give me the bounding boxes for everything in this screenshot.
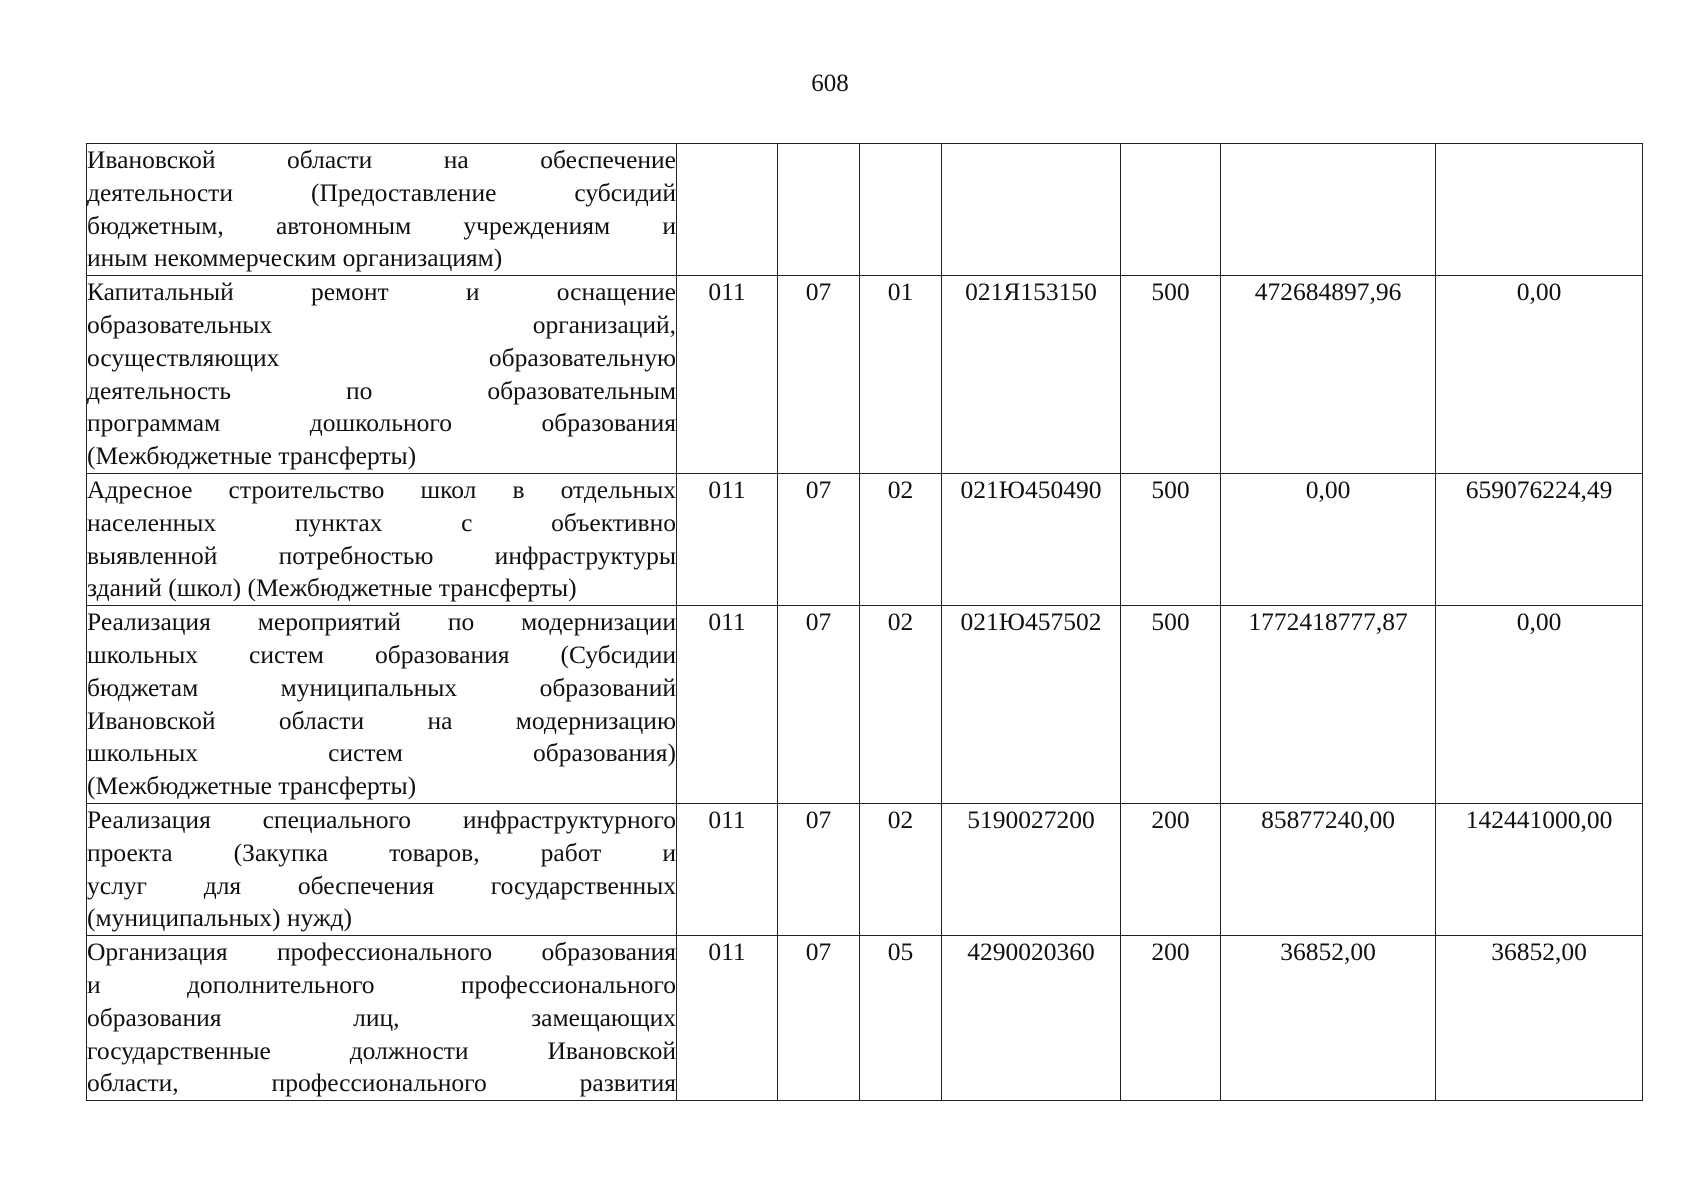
description-line: Организация профессионального образования [87, 937, 676, 967]
description-line: деятельность по образовательным [87, 375, 676, 405]
cell-vr: 500 [1121, 473, 1221, 605]
description-line: (Межбюджетные трансферты) [87, 441, 417, 471]
table-row [87, 606, 1643, 804]
cell-sum-1: 85877240,00 [1221, 803, 1436, 935]
cell-sum-1: 472684897,96 [1221, 276, 1436, 474]
description-line: (Межбюджетные трансферты) [87, 771, 417, 801]
description-line: осуществляющих образовательную [87, 342, 676, 372]
cell-csr: 021Ю457502 [942, 606, 1121, 804]
description-line: школьных систем образования) [87, 738, 676, 768]
cell-csr [942, 144, 1121, 276]
cell-sum-1: 36852,00 [1221, 936, 1436, 1101]
cell-vr: 500 [1121, 276, 1221, 474]
cell-csr: 5190027200 [942, 803, 1121, 935]
description-line: выявленной потребностью инфраструктуры [87, 540, 676, 570]
cell-rz: 07 [778, 473, 860, 605]
cell-sum-1: 0,00 [1221, 473, 1436, 605]
cell-vr: 200 [1121, 936, 1221, 1101]
cell-gr [677, 144, 778, 276]
cell-description [87, 606, 677, 804]
description-line: услуг для обеспечения государственных [87, 870, 676, 900]
description-line: школьных систем образования (Субсидии [87, 639, 676, 669]
description-line: образовательных организаций, [87, 309, 676, 339]
cell-description [87, 144, 677, 276]
description-line: государственные должности Ивановской [87, 1035, 676, 1065]
cell-sum-1: 1772418777,87 [1221, 606, 1436, 804]
description-line: Ивановской области на модернизацию [87, 705, 676, 735]
cell-vr [1121, 144, 1221, 276]
description-line: Реализация специального инфраструктурного [87, 804, 676, 834]
cell-pr: 02 [860, 473, 942, 605]
description-line: Реализация мероприятий по модернизации [87, 607, 676, 637]
budget-table [86, 143, 1643, 1101]
cell-sum-2 [1436, 144, 1643, 276]
cell-rz: 07 [778, 276, 860, 474]
description-line: программам дошкольного образования [87, 408, 676, 438]
cell-csr: 4290020360 [942, 936, 1121, 1101]
table-row [87, 144, 1643, 276]
cell-description [87, 276, 677, 474]
cell-pr: 02 [860, 803, 942, 935]
description-line: бюджетам муниципальных образований [87, 672, 676, 702]
description-line: Адресное строительство школ в отдельных [87, 474, 676, 504]
cell-csr: 021Ю450490 [942, 473, 1121, 605]
description-line: зданий (школ) (Межбюджетные трансферты) [87, 573, 577, 603]
cell-rz [778, 144, 860, 276]
cell-sum-1 [1221, 144, 1436, 276]
cell-sum-2: 36852,00 [1436, 936, 1643, 1101]
cell-rz: 07 [778, 803, 860, 935]
page-number: 608 [811, 70, 849, 97]
description-line: (муниципальных) нужд) [87, 903, 353, 933]
cell-sum-2: 0,00 [1436, 276, 1643, 474]
cell-csr: 021Я153150 [942, 276, 1121, 474]
cell-gr: 011 [677, 473, 778, 605]
table-row [87, 276, 1643, 474]
description-line: населенных пунктах с объективно [87, 507, 676, 537]
cell-pr: 02 [860, 606, 942, 804]
cell-gr: 011 [677, 276, 778, 474]
cell-description [87, 936, 677, 1101]
description-line: области, профессионального развития [87, 1068, 676, 1098]
cell-gr: 011 [677, 606, 778, 804]
cell-pr [860, 144, 942, 276]
cell-sum-2: 0,00 [1436, 606, 1643, 804]
description-line: Капитальный ремонт и оснащение [87, 277, 676, 307]
cell-description [87, 473, 677, 605]
cell-gr: 011 [677, 803, 778, 935]
description-line: образования лиц, замещающих [87, 1002, 676, 1032]
cell-pr: 01 [860, 276, 942, 474]
cell-sum-2: 659076224,49 [1436, 473, 1643, 605]
description-line: и дополнительного профессионального [87, 969, 676, 999]
description-line: бюджетным, автономным учреждениям и [87, 210, 676, 240]
table-row [87, 803, 1643, 935]
cell-vr: 200 [1121, 803, 1221, 935]
cell-gr: 011 [677, 936, 778, 1101]
cell-rz: 07 [778, 606, 860, 804]
description-line: Ивановской области на обеспечение [87, 145, 676, 174]
cell-rz: 07 [778, 936, 860, 1101]
description-line: проекта (Закупка товаров, работ и [87, 837, 676, 867]
cell-vr: 500 [1121, 606, 1221, 804]
table-row [87, 473, 1643, 605]
cell-sum-2: 142441000,00 [1436, 803, 1643, 935]
description-line: иным некоммерческим организациям) [87, 243, 503, 273]
table-row [87, 936, 1643, 1101]
cell-pr: 05 [860, 936, 942, 1101]
cell-description [87, 803, 677, 935]
description-line: деятельности (Предоставление субсидий [87, 177, 676, 207]
